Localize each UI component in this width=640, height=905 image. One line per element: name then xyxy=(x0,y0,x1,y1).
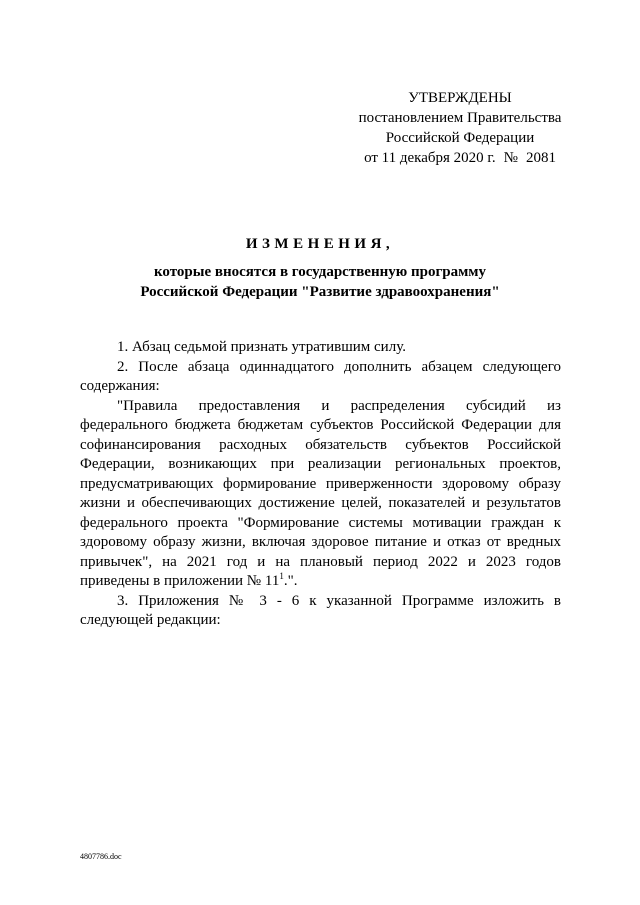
paragraph-1: 1. Абзац седьмой признать утратившим силу. xyxy=(117,339,406,355)
file-code: 4807786.doc xyxy=(80,852,122,861)
approval-date-number-line xyxy=(340,148,580,168)
approval-block xyxy=(340,88,580,168)
approval-number: 2081 xyxy=(525,150,556,166)
paragraph-3-superscript: 1 xyxy=(279,571,284,581)
paragraph-3 xyxy=(80,397,561,592)
paragraph-2: 2. После абзаца одиннадцатого дополнить абзацем следующего содержания: xyxy=(80,358,561,394)
subtitle-line-2: Российской Федерации "Развитие здравоохранения" xyxy=(140,284,500,300)
approval-number-sign: № xyxy=(503,150,518,166)
document-subtitle xyxy=(0,262,640,302)
approval-authority-line: Российской Федерации xyxy=(385,130,535,146)
paragraph-4: 3. Приложения № 3 - 6 к указанной Программе изложить в следующей редакции: xyxy=(80,592,561,628)
approval-date: от 11 декабря 2020 г. xyxy=(364,150,496,166)
approval-heading: УТВЕРЖДЕНЫ xyxy=(408,90,512,106)
document-title: ИЗМЕНЕНИЯ, xyxy=(245,236,395,252)
document-body xyxy=(80,338,561,631)
paragraph-3-end: .". xyxy=(283,573,298,589)
approval-decree-line: постановлением Правительства xyxy=(358,110,562,126)
subtitle-line-1: которые вносятся в государственную программу xyxy=(153,264,487,280)
paragraph-3-text: "Правила предоставления и распределения субсидий из федерального бюджета бюджетам субъектов Российской Федерации для софинансирования расходных обязательств субъектов Российской Федерации, возникающих при реализации региональных проектов, предусматривающих формирование приверженности здоровому образу жизни и обеспечивающих достижение целей, показателей и результатов федерального проекта "Формирование системы мотивации граждан к здоровому образу жизни, включая здоровое питание и отказ от вредных привычек", на 2021 год и на плановый период 2022 и 2023 годов приведены в приложении № 11 xyxy=(80,397,561,589)
